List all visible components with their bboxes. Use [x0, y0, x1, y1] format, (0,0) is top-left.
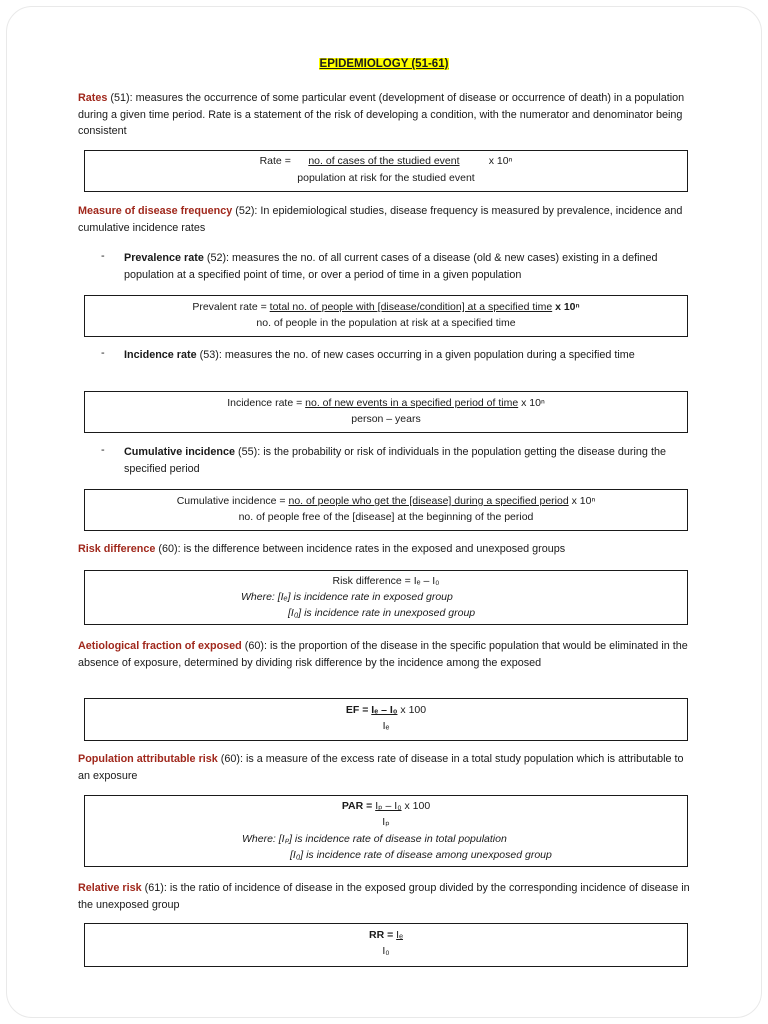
incidence-formula-denominator: person – years: [351, 413, 421, 425]
cumulative-definition: [124, 444, 699, 477]
prevalence-definition: [124, 250, 699, 283]
rate-formula-numerator: no. of cases of the studied event: [308, 155, 460, 167]
aetiological-formula-multiplier: x 100: [397, 704, 427, 716]
prevalence-bullet: -: [101, 250, 105, 262]
frequency-definition: [78, 203, 698, 236]
aetiological-formula-numerator: Iₑ – I₀: [371, 704, 398, 716]
aetiological-term: Aetiological fraction of exposed: [78, 640, 242, 652]
frequency-text: (52): In epidemiological studies, disease frequency is measured by prevalence, incidence and cumulative incidence rates: [78, 205, 683, 234]
risk-difference-text: (60): is the difference between incidence rates in the exposed and unexposed groups: [155, 543, 566, 555]
par-text: (60): is a measure of the excess rate of disease in a total study population which is attributable to an exposure: [78, 753, 684, 782]
rates-definition: [78, 90, 698, 140]
frequency-term: Measure of disease frequency: [78, 205, 233, 217]
aetiological-formula-box: [84, 698, 688, 741]
cumulative-text: (55): is the probability or risk of individuals in the population getting the disease during the specified period: [124, 446, 666, 475]
aetiological-formula-numerator-line: [85, 704, 687, 716]
rate-formula-multiplier: x 10ⁿ: [488, 155, 513, 167]
relative-risk-formula-numerator: Iₑ: [396, 929, 403, 941]
prevalence-formula-denominator: no. of people in the population at risk at a specified time: [256, 317, 516, 329]
aetiological-definition: [78, 638, 698, 671]
par-formula-numerator-line: [85, 800, 687, 812]
cumulative-formula-denominator: no. of people free of the [disease] at the beginning of the period: [238, 511, 534, 523]
par-formula-denominator: Iₚ: [382, 816, 390, 828]
risk-difference-term: Risk difference: [78, 543, 156, 555]
risk-difference-formula: Risk difference = Iₑ – I₀: [332, 575, 440, 587]
risk-difference-where-exposed: Where: [Iₑ] is incidence rate in exposed group: [241, 591, 453, 603]
par-where-unexposed: [I₀] is incidence rate of disease among unexposed group: [290, 849, 552, 861]
cumulative-formula-numerator-line: [85, 495, 687, 507]
prevalence-formula-numerator-line: [85, 301, 687, 313]
incidence-formula-left: Incidence rate =: [227, 397, 306, 409]
incidence-definition: [124, 347, 699, 364]
prevalence-formula-multiplier: x 10ⁿ: [552, 301, 580, 313]
incidence-formula-numerator: no. of new events in a specified period of time: [305, 397, 519, 409]
par-where-total: Where: [Iₚ] is incidence rate of disease in total population: [242, 833, 507, 845]
relative-risk-text: (61): is the ratio of incidence of disease in the exposed group divided by the corresponding incidence of disease in the unexposed group: [78, 882, 690, 911]
prevalence-formula-left: Prevalent rate =: [192, 301, 270, 313]
par-term: Population attributable risk: [78, 753, 218, 765]
incidence-bullet: -: [101, 347, 105, 359]
cumulative-formula-numerator: no. of people who get the [disease] during a specified period: [288, 495, 569, 507]
page-title: EPIDEMIOLOGY (51-61): [319, 58, 449, 70]
aetiological-formula-left: EF =: [345, 704, 372, 716]
relative-risk-formula-box: [84, 923, 688, 967]
relative-risk-term: Relative risk: [78, 882, 142, 894]
cumulative-bullet: -: [101, 444, 105, 456]
rate-formula-box: [84, 150, 688, 192]
incidence-term: Incidence rate: [124, 349, 197, 361]
risk-difference-where-unexposed: [I₀] is incidence rate in unexposed group: [288, 607, 476, 619]
par-definition: [78, 751, 698, 784]
risk-difference-definition: [78, 541, 698, 558]
relative-risk-definition: [78, 880, 698, 913]
par-formula-box: [84, 795, 688, 867]
rates-text: (51): measures the occurrence of some particular event (development of disease or occurrence of death) in a population during a given time period. Rate is a statement of the risk of developing a condition, with the numerator and denominator being consistent: [78, 92, 685, 137]
prevalence-text: (52): measures the no. of all current cases of a disease (old & new cases) existing in a defined population at a specified point of time, or over a period of time in a given population: [124, 252, 658, 281]
cumulative-term: Cumulative incidence: [124, 446, 236, 458]
incidence-formula-multiplier: x 10ⁿ: [518, 397, 545, 409]
cumulative-formula-left: Cumulative incidence =: [176, 495, 289, 507]
relative-risk-formula-denominator: I₀: [382, 945, 390, 957]
rate-formula-numerator-line: [85, 155, 687, 167]
incidence-text: (53): measures the no. of new cases occurring in a given population during a specified time: [196, 349, 635, 361]
rate-formula-denominator: population at risk for the studied event: [297, 172, 475, 184]
rates-term: Rates: [78, 92, 108, 104]
incidence-formula-box: [84, 391, 688, 433]
incidence-formula-numerator-line: [85, 397, 687, 409]
prevalence-term: Prevalence rate: [124, 252, 204, 264]
risk-difference-formula-box: [84, 570, 688, 625]
cumulative-formula-multiplier: x 10ⁿ: [568, 495, 596, 507]
prevalence-formula-box: [84, 295, 688, 337]
aetiological-text: (60): is the proportion of the disease in the specific population that would be eliminated in the absence of exposure, determined by dividing risk difference by the incidence among the exposed: [78, 640, 688, 669]
aetiological-formula-denominator: Iₑ: [382, 720, 390, 732]
par-formula-multiplier: x 100: [401, 800, 431, 812]
rate-formula-left: Rate =: [259, 155, 291, 167]
relative-risk-formula-numerator-line: [85, 929, 687, 941]
cumulative-formula-box: [84, 489, 688, 531]
prevalence-formula-numerator: total no. of people with [disease/condition] at a specified time: [269, 301, 553, 313]
relative-risk-formula-left: RR =: [369, 929, 397, 941]
par-formula-left: PAR =: [341, 800, 376, 812]
par-formula-numerator: Iₚ – I₀: [375, 800, 402, 812]
